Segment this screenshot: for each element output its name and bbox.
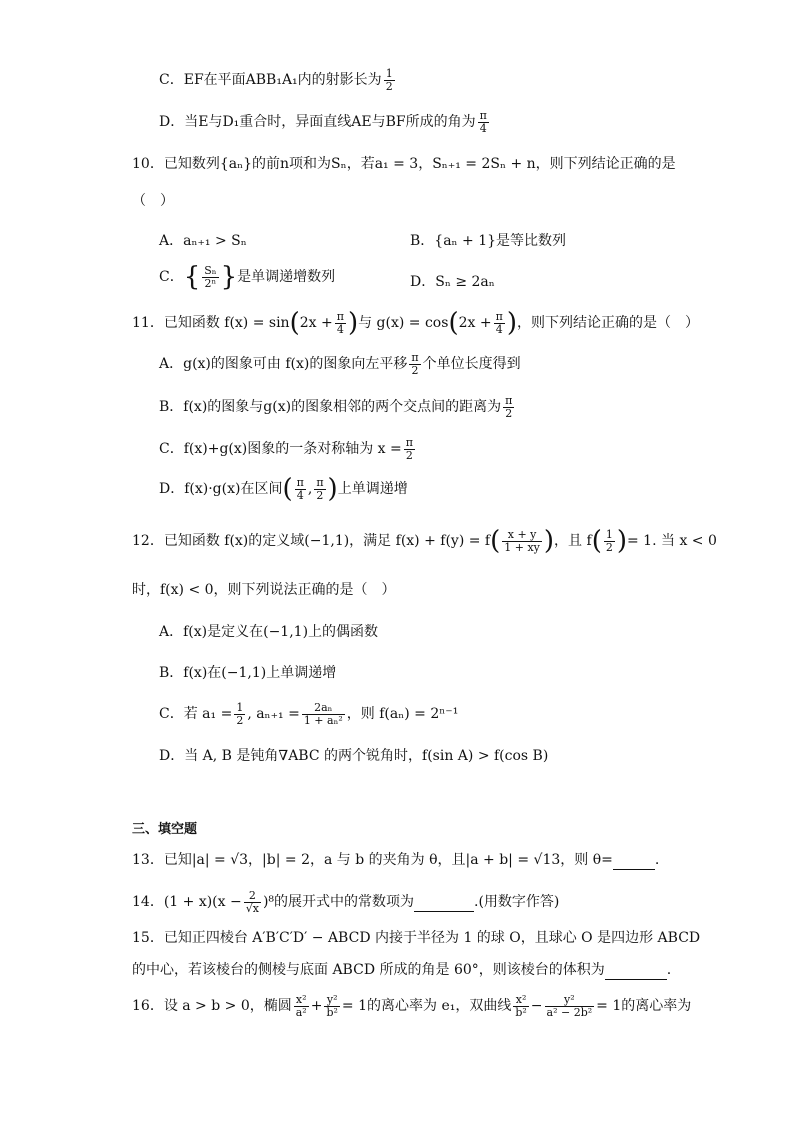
fraction [604, 529, 615, 553]
numerator: Sₙ [204, 263, 217, 277]
denominator: b² [515, 1005, 527, 1019]
question-text: = 1的离心率为 [596, 998, 692, 1015]
fraction [244, 890, 261, 914]
answer-blank[interactable] [414, 894, 474, 912]
q11-option-d[interactable]: D．f(x)·g(x)在区间( $\frac{\pi}{4}$ , $\frac{\pi}{2}$ )上单调递增 [159, 474, 408, 504]
option-text: ，则 f(aₙ) = 2ⁿ⁻¹ [346, 706, 459, 723]
fraction [335, 311, 346, 335]
option-text: 当E与D₁重合时，异面直线AE与BF所成的角为 [184, 114, 476, 131]
question-text: . [654, 852, 660, 868]
q9-option-c[interactable] [159, 68, 397, 92]
stem-part: = 1. 当 x < 0 [627, 533, 717, 549]
numerator: π [336, 309, 344, 323]
denominator: 4 [336, 322, 344, 336]
operator: + [310, 998, 323, 1015]
denominator: 4 [479, 121, 487, 135]
q15-line2 [132, 962, 671, 980]
q11-option-c[interactable] [159, 437, 417, 461]
q10-option-b[interactable]: B．{aₙ + 1}是等比数列 [410, 233, 567, 249]
option-text: A．g(x)的图象可由 f(x)的图象向左平移 [159, 356, 408, 373]
denominator: 1 + aₙ² [303, 713, 343, 727]
denominator: 1 + xy [504, 540, 540, 554]
numerator: y² [324, 994, 339, 1007]
denominator: 2 [316, 488, 324, 502]
fraction [234, 702, 245, 726]
denominator: a² [295, 1005, 307, 1019]
q10-stem: 10．已知数列{aₙ}的前n项和为Sₙ，若a₁ = 3，Sₙ₊₁ = 2Sₙ + n，则下列结论正确的是 [132, 156, 676, 172]
denominator: 2 [405, 448, 413, 462]
fraction [302, 702, 345, 726]
stem-part: 11．已知函数 f(x) = sin [132, 315, 290, 331]
question-text: . [666, 962, 672, 978]
option-text: 是单调递增数列 [237, 269, 336, 285]
option-text: 个单位长度得到 [422, 356, 521, 373]
option-text: 上单调递增 [337, 481, 408, 497]
question-text: 的中心，若该棱台的侧棱与底面 ABCD 所成的角是 60°，则该棱台的体积为 [132, 962, 605, 978]
q12-stem-line2: 时，f(x) < 0，则下列说法正确的是（ ） [132, 582, 396, 598]
q12-option-b[interactable]: B．f(x)在(−1,1)上单调递增 [159, 665, 337, 681]
fraction [404, 437, 415, 461]
denominator: 2 [605, 540, 613, 554]
question-text: = 1的离心率为 e₁，双曲线 [341, 998, 512, 1015]
fraction [409, 352, 420, 376]
answer-blank[interactable] [613, 852, 655, 870]
numerator: π [411, 351, 419, 364]
numerator: y² [545, 994, 595, 1007]
stem-part: 2x + [458, 315, 492, 331]
q10-option-c[interactable]: C．{ $\frac{\text{Sₙ}}{\text{2ⁿ}}$ }是单调递增数列 [159, 262, 336, 292]
numerator: π [405, 436, 413, 449]
option-text: C．若 a₁ = [159, 706, 233, 723]
q14 [132, 890, 559, 914]
numerator: x + y [502, 529, 542, 542]
q12-option-c[interactable] [159, 702, 458, 726]
question-text: .(用数字作答) [474, 894, 560, 911]
fraction [384, 68, 395, 92]
numerator: π [296, 475, 304, 489]
q11-option-a[interactable] [159, 352, 521, 376]
numerator: 2 [244, 890, 261, 903]
question-text: 13．已知|a| = √3，|b| = 2，a 与 b 的夹角为 θ，且|a + b| = √13，则 θ= [132, 852, 613, 868]
option-text: , aₙ₊₁ = [247, 706, 300, 723]
q10-option-a[interactable]: A．aₙ₊₁ > Sₙ [159, 233, 247, 249]
question-text: 14．(1 + x)(x − [132, 894, 242, 911]
q10-answer-paren: （ ） [132, 193, 174, 209]
option-label: D． [159, 114, 185, 131]
numerator: π [495, 309, 503, 323]
denominator: 2 [411, 363, 419, 377]
question-text: 16．设 a > b > 0，椭圆 [132, 998, 292, 1015]
q12-stem: 12．已知函数 f(x)的定义域(−1,1)，满足 f(x) + f(y) = f( $\frac{x + y}{1 + xy}$ )，且 f( $\frac{1}{2}$ )= 1. 当 x < 0 [132, 526, 717, 556]
option-text: D．f(x)·g(x)在区间 [159, 481, 283, 497]
fraction [502, 529, 542, 553]
q12-option-d[interactable]: D．当 A, B 是钝角∇ABC 的两个锐角时，f(sin A) > f(cos B) [159, 748, 549, 764]
q15-line1: 15．已知正四棱台 A′B′C′D′ − ABCD 内接于半径为 1 的球 O，且球心 O 是四边形 ABCD [132, 930, 701, 946]
numerator: x² [294, 994, 309, 1007]
q12-option-a[interactable]: A．f(x)是定义在(−1,1)上的偶函数 [159, 624, 379, 640]
denominator: b² [326, 1005, 338, 1019]
denominator: a² − 2b² [546, 1005, 593, 1019]
stem-part: 12．已知函数 f(x)的定义域(−1,1)，满足 f(x) + f(y) = f [132, 533, 491, 549]
section-title-fill-in: 三、填空题 [132, 822, 198, 837]
fraction [545, 994, 595, 1018]
fraction [202, 265, 218, 289]
fraction [324, 994, 339, 1018]
option-label: C． [159, 72, 184, 89]
denominator: √x [245, 901, 259, 915]
fraction [295, 477, 306, 501]
numerator: 1 [605, 527, 613, 541]
numerator: 2aₙ [302, 702, 345, 715]
operator: − [530, 998, 543, 1015]
q10-option-d[interactable]: D．Sₙ ≥ 2aₙ [410, 274, 495, 290]
denominator: 2ⁿ [204, 276, 217, 290]
denominator: 4 [495, 322, 503, 336]
fraction [478, 110, 489, 134]
fraction [314, 477, 325, 501]
denominator: 4 [296, 488, 304, 502]
numerator: x² [513, 994, 528, 1007]
q13 [132, 852, 659, 870]
numerator: π [479, 109, 487, 122]
numerator: 1 [385, 67, 393, 80]
q11-option-b[interactable] [159, 395, 516, 419]
option-text: B．f(x)的图象与g(x)的图象相邻的两个交点间的距离为 [159, 399, 502, 416]
fraction [294, 994, 309, 1018]
stem-part: 与 g(x) = cos [358, 315, 449, 331]
denominator: 2 [236, 713, 244, 727]
option-text: C．f(x)+g(x)图象的一条对称轴为 x = [159, 441, 402, 458]
fraction [513, 994, 528, 1018]
stem-part: ，则下列结论正确的是（ ） [516, 315, 699, 331]
q16 [132, 994, 691, 1018]
numerator: 1 [236, 701, 244, 714]
numerator: π [505, 394, 513, 407]
denominator: 2 [385, 79, 393, 93]
answer-blank[interactable] [605, 962, 667, 980]
denominator: 2 [505, 406, 513, 420]
q9-option-d[interactable] [159, 110, 491, 134]
fraction [503, 395, 514, 419]
question-text: )⁸的展开式中的常数项为 [262, 894, 415, 911]
option-text: EF在平面ABB₁A₁内的射影长为 [183, 72, 382, 89]
stem-part: ，且 f [554, 533, 592, 549]
numerator: π [316, 475, 324, 489]
stem-part: 2x + [299, 315, 333, 331]
q11-stem: 11．已知函数 f(x) = sin(2x + $\frac{\pi}{4}$ )与 g(x) = cos(2x + $\frac{\pi}{4}$ )，则下列结论正确的是（ ） [132, 308, 699, 338]
fraction [494, 311, 505, 335]
